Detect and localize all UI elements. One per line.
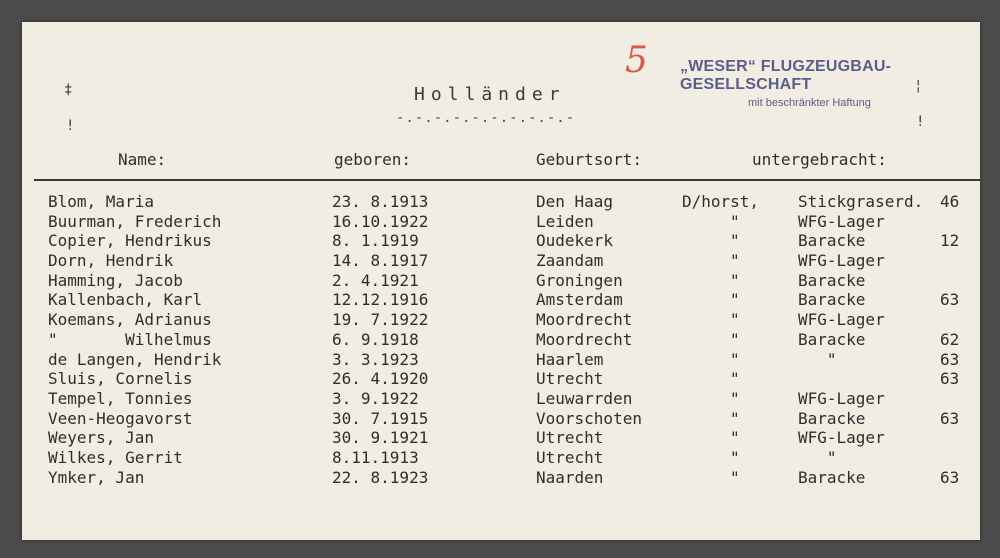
cell-name: Hamming, Jacob xyxy=(48,270,183,290)
cell-place: Moordrecht xyxy=(536,329,633,349)
cell-ditto: " xyxy=(730,388,740,408)
cell-name: Veen-Heogavorst xyxy=(48,408,193,428)
cell-ditto: " xyxy=(730,310,740,330)
cell-born: 14. 8.1917 xyxy=(332,251,429,271)
margin-mark-right-2: ! xyxy=(916,114,925,130)
stamp-company-name: „WESER“ FLUGZEUGBAU-GESELLSCHAFT xyxy=(680,58,892,93)
table-row xyxy=(22,330,980,350)
cell-ditto: " xyxy=(730,428,740,448)
cell-born: 2. 4.1921 xyxy=(332,270,419,290)
cell-name: de Langen, Hendrik xyxy=(48,349,222,369)
table-row xyxy=(22,448,980,468)
cell-name: Weyers, Jan xyxy=(48,428,154,448)
cell-lodged: Baracke xyxy=(798,408,866,428)
cell-born: 26. 4.1920 xyxy=(332,369,429,389)
cell-born: 30. 7.1915 xyxy=(332,408,429,428)
cell-born: 19. 7.1922 xyxy=(332,310,429,330)
margin-mark-left-2: ! xyxy=(66,118,75,134)
cell-name: Copier, Hendrikus xyxy=(48,231,212,251)
header-lodged: untergebracht: xyxy=(752,150,887,169)
header-place: Geburtsort: xyxy=(536,150,642,169)
cell-lodged: " xyxy=(798,349,837,369)
cell-number: 46 xyxy=(940,192,960,211)
margin-mark-right-1: ¦ xyxy=(914,78,923,94)
cell-place: Utrecht xyxy=(536,447,604,467)
table-row xyxy=(22,271,980,291)
table-body xyxy=(22,192,980,487)
header-name: Name: xyxy=(118,150,167,169)
cell-place: Utrecht xyxy=(536,369,604,389)
table-row xyxy=(22,350,980,370)
cell-name: Tempel, Tonnies xyxy=(48,388,193,408)
table-row xyxy=(22,428,980,448)
cell-born: 8. 1.1919 xyxy=(332,231,419,251)
cell-born: 23. 8.1913 xyxy=(332,192,429,211)
cell-born: 16.10.1922 xyxy=(332,211,429,231)
table-row xyxy=(22,310,980,330)
table-row xyxy=(22,192,980,212)
cell-lodged: Stickgraserd. xyxy=(798,192,924,211)
margin-mark-left-1: ‡ xyxy=(64,82,73,98)
cell-ditto: " xyxy=(730,211,740,231)
cell-lodged: WFG-Lager xyxy=(798,428,885,448)
cell-born: 12.12.1916 xyxy=(332,290,429,310)
table-row xyxy=(22,231,980,251)
cell-lodged: Baracke xyxy=(798,231,866,251)
cell-born: 3. 9.1922 xyxy=(332,388,419,408)
cell-ditto: D/horst, xyxy=(682,192,760,211)
cell-ditto: " xyxy=(730,467,740,487)
cell-lodged: WFG-Lager xyxy=(798,211,885,231)
cell-place: Leiden xyxy=(536,211,594,231)
cell-number: 63 xyxy=(940,290,960,310)
cell-place: Amsterdam xyxy=(536,290,623,310)
cell-ditto: " xyxy=(730,329,740,349)
card-title: Holländer xyxy=(414,84,566,105)
cell-ditto: " xyxy=(730,270,740,290)
cell-place: Den Haag xyxy=(536,192,614,211)
stamp-subtitle: mit beschränkter Haftung xyxy=(748,97,871,109)
table-row xyxy=(22,290,980,310)
cell-place: Voorschoten xyxy=(536,408,642,428)
cell-number: 63 xyxy=(940,369,960,389)
cell-ditto: " xyxy=(730,447,740,467)
cell-lodged: WFG-Lager xyxy=(798,251,885,271)
table-row xyxy=(22,389,980,409)
cell-ditto: " xyxy=(730,408,740,428)
cell-ditto: " xyxy=(730,290,740,310)
header-born: geboren: xyxy=(334,150,412,169)
cell-ditto: " xyxy=(730,251,740,271)
cell-place: Leuwarrden xyxy=(536,388,633,408)
cell-lodged: Baracke xyxy=(798,290,866,310)
cell-born: 8.11.1913 xyxy=(332,447,419,467)
cell-ditto: " xyxy=(730,349,740,369)
cell-lodged: WFG-Lager xyxy=(798,388,885,408)
cell-name: Ymker, Jan xyxy=(48,467,145,487)
cell-place: Oudekerk xyxy=(536,231,614,251)
table-row xyxy=(22,251,980,271)
cell-number: 63 xyxy=(940,349,960,369)
cell-born: 3. 3.1923 xyxy=(332,349,419,369)
cell-place: Utrecht xyxy=(536,428,604,448)
cell-ditto: " xyxy=(730,231,740,251)
cell-number: 63 xyxy=(940,408,960,428)
cell-name: Blom, Maria xyxy=(48,192,154,211)
table-row xyxy=(22,212,980,232)
cell-place: Haarlem xyxy=(536,349,604,369)
header-rule xyxy=(34,179,980,181)
cell-lodged: Baracke xyxy=(798,329,866,349)
cell-born: 6. 9.1918 xyxy=(332,329,419,349)
table-row xyxy=(22,369,980,389)
cell-name: Kallenbach, Karl xyxy=(48,290,203,310)
cell-name: Koemans, Adrianus xyxy=(48,310,212,330)
cell-lodged: Baracke xyxy=(798,467,866,487)
cell-lodged: WFG-Lager xyxy=(798,310,885,330)
cell-place: Zaandam xyxy=(536,251,604,271)
cell-name: Dorn, Hendrik xyxy=(48,251,174,271)
cell-place: Groningen xyxy=(536,270,623,290)
cell-lodged: " xyxy=(798,447,837,467)
cell-ditto: " xyxy=(730,369,740,389)
cell-number: 12 xyxy=(940,231,960,251)
cell-name: Sluis, Cornelis xyxy=(48,369,193,389)
cell-lodged: Baracke xyxy=(798,270,866,290)
cell-born: 22. 8.1923 xyxy=(332,467,429,487)
cell-name: Wilkes, Gerrit xyxy=(48,447,183,467)
table-row xyxy=(22,409,980,429)
table-header xyxy=(22,150,980,174)
cell-born: 30. 9.1921 xyxy=(332,428,429,448)
cell-place: Moordrecht xyxy=(536,310,633,330)
cell-name: " Wilhelmus xyxy=(48,329,212,349)
cell-number: 63 xyxy=(940,467,960,487)
title-underline: -.-.-.-.-.-.-.-.-.- xyxy=(396,110,576,126)
company-stamp xyxy=(680,58,970,109)
table-row xyxy=(22,468,980,488)
cell-name: Buurman, Frederich xyxy=(48,211,222,231)
cell-place: Naarden xyxy=(536,467,604,487)
handwritten-page-number: 5 xyxy=(625,40,648,81)
cell-number: 62 xyxy=(940,329,960,349)
index-card xyxy=(22,22,980,540)
